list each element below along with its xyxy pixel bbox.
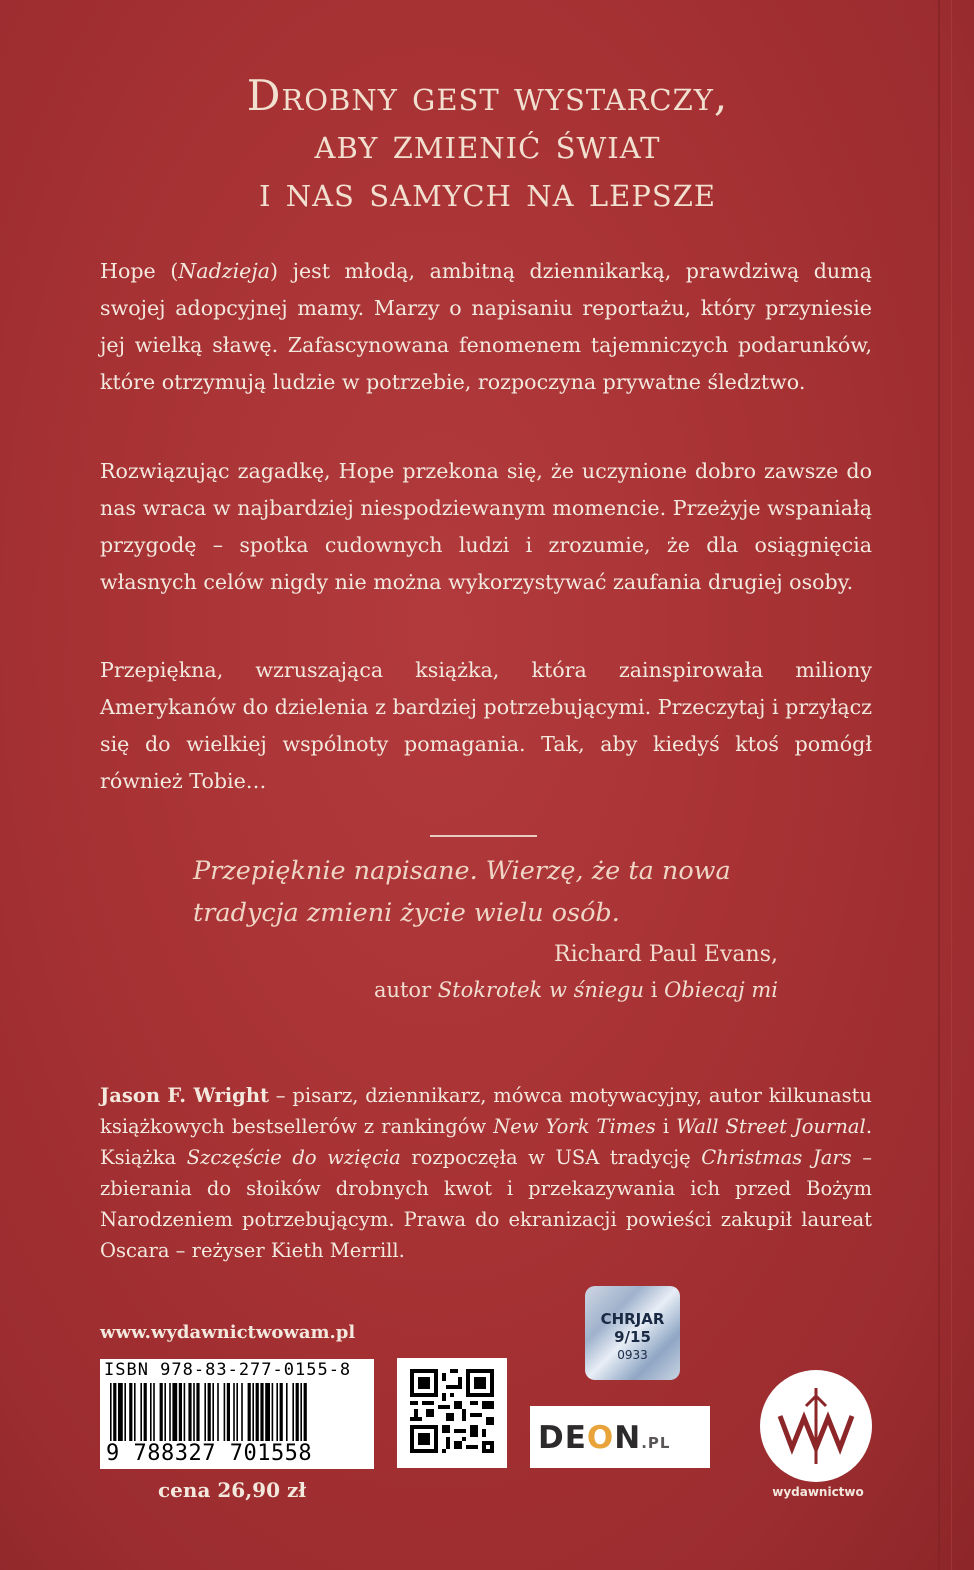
description-paragraph-3: Przepiękna, wzruszająca książka, która zainspirowała miliony Amerykanów do dzielenia z bardziej potrzebującymi. Przeczytaj i przyłącz się do wielkiej wspólnoty pomagania. Tak, aby kiedyś ktoś pomógł również Tobie… — [100, 658, 872, 793]
cover-headline — [100, 72, 875, 216]
deon-pl: .PL — [641, 1434, 671, 1452]
bio-text-4: – zbierania do słoików drobnych kwot i przekazywania ich przed Bożym Narodzeniem potrzebującym. Prawa do ekranizacji powieści zakupił laureat Oscara – reżyser Kieth Merrill. — [100, 1146, 873, 1262]
qr-code — [397, 1358, 507, 1468]
description-paragraph-2: Rozwiązując zagadkę, Hope przekona się, że uczynione dobro zawsze do nas wraca w najbardziej niespodziewanym momencie. Przeżyje wspaniałą przygodę – spotka cudownych ludzi i zrozumie, że dla osiągnięcia własnych celów nigdy nie można wykorzystywać zaufania drugiej osoby. — [100, 459, 872, 594]
deon-logo — [530, 1406, 710, 1468]
deon-o: O — [586, 1420, 615, 1456]
spine-edge-highlight — [951, 0, 952, 1570]
price: cena 26,90 zł — [158, 1478, 307, 1502]
p1-italic-name: Nadzieja — [178, 259, 271, 283]
barcode-bars-icon — [106, 1383, 368, 1441]
bio-text-2: . Książka — [100, 1115, 873, 1169]
quote-author-name: Richard Paul Evans — [554, 942, 771, 967]
quote-author-comma: , — [771, 942, 778, 967]
deon-logo-text — [538, 1420, 670, 1456]
bio-and: i — [655, 1115, 677, 1138]
works-join: i — [644, 978, 665, 1002]
publisher-label: wydawnictwo — [772, 1485, 864, 1499]
bio-text-3: rozpoczęła w USA tradycję — [400, 1146, 702, 1169]
work-title-1: Stokrotek w śniegu — [437, 978, 645, 1002]
wam-publisher-logo — [760, 1370, 872, 1482]
qr-code-icon — [410, 1369, 494, 1453]
deon-main: DE — [538, 1420, 587, 1456]
p1-start: Hope ( — [100, 259, 179, 283]
wam-logo-icon — [772, 1384, 860, 1468]
quote-author-works — [374, 978, 778, 1002]
quote-line-1: Przepięknie napisane. Wierzę, że ta nowa — [193, 856, 731, 886]
works-prefix: autor — [373, 978, 438, 1002]
headline-line-2: aby zmienić świat — [314, 119, 661, 168]
hologram-line-2: 9/15 — [614, 1328, 651, 1346]
quote-line-2: tradycja zmieni życie wielu osób. — [193, 898, 620, 928]
endorsement-quote — [193, 850, 833, 934]
isbn-label: ISBN 978-83-277-0155-8 — [104, 1360, 352, 1380]
hologram-line-1: CHRJAR — [600, 1310, 665, 1328]
p1-rest: ) jest młodą, ambitną dziennikarką, prawdziwą dumą swojej adopcyjnej mamy. Marzy o napisaniu reportażu, który przyniesie jej wielką sławę. Zafascynowana fenomenem tajemniczych podarunków, które otrzymują ludzie w potrzebie, rozpoczyna prywatne śledztwo. — [100, 259, 873, 394]
description-paragraph-1 — [100, 253, 872, 401]
bio-tradition: Christmas Jars — [701, 1146, 852, 1169]
headline-line-3: i nas samych na lepsze — [258, 167, 717, 216]
bio-author-name: Jason F. Wright — [100, 1084, 269, 1107]
quote-divider — [430, 835, 537, 837]
work-title-2: Obiecaj mi — [664, 978, 778, 1002]
headline-line-1: Drobny gest wystarczy, — [246, 71, 729, 120]
bio-text-1: – pisarz, dziennikarz, mówca motywacyjny, autor kilkunastu książkowych bestsellerów z rankingów — [100, 1084, 872, 1138]
barcode-digits: 9 788327 701558 — [106, 1441, 313, 1466]
spine-edge — [938, 0, 940, 1570]
hologram-sticker — [585, 1286, 680, 1380]
hologram-line-3: 0933 — [617, 1348, 648, 1362]
quote-author — [554, 942, 778, 967]
isbn-barcode — [100, 1359, 374, 1469]
bio-book-title: Szczęście do wzięcia — [186, 1146, 401, 1169]
publisher-website: www.wydawnictwowam.pl — [100, 1322, 356, 1343]
bio-nyt: New York Times — [493, 1115, 656, 1138]
deon-n: N — [614, 1420, 642, 1456]
author-bio — [100, 1080, 872, 1266]
bio-wsj: Wall Street Journal — [676, 1115, 866, 1138]
